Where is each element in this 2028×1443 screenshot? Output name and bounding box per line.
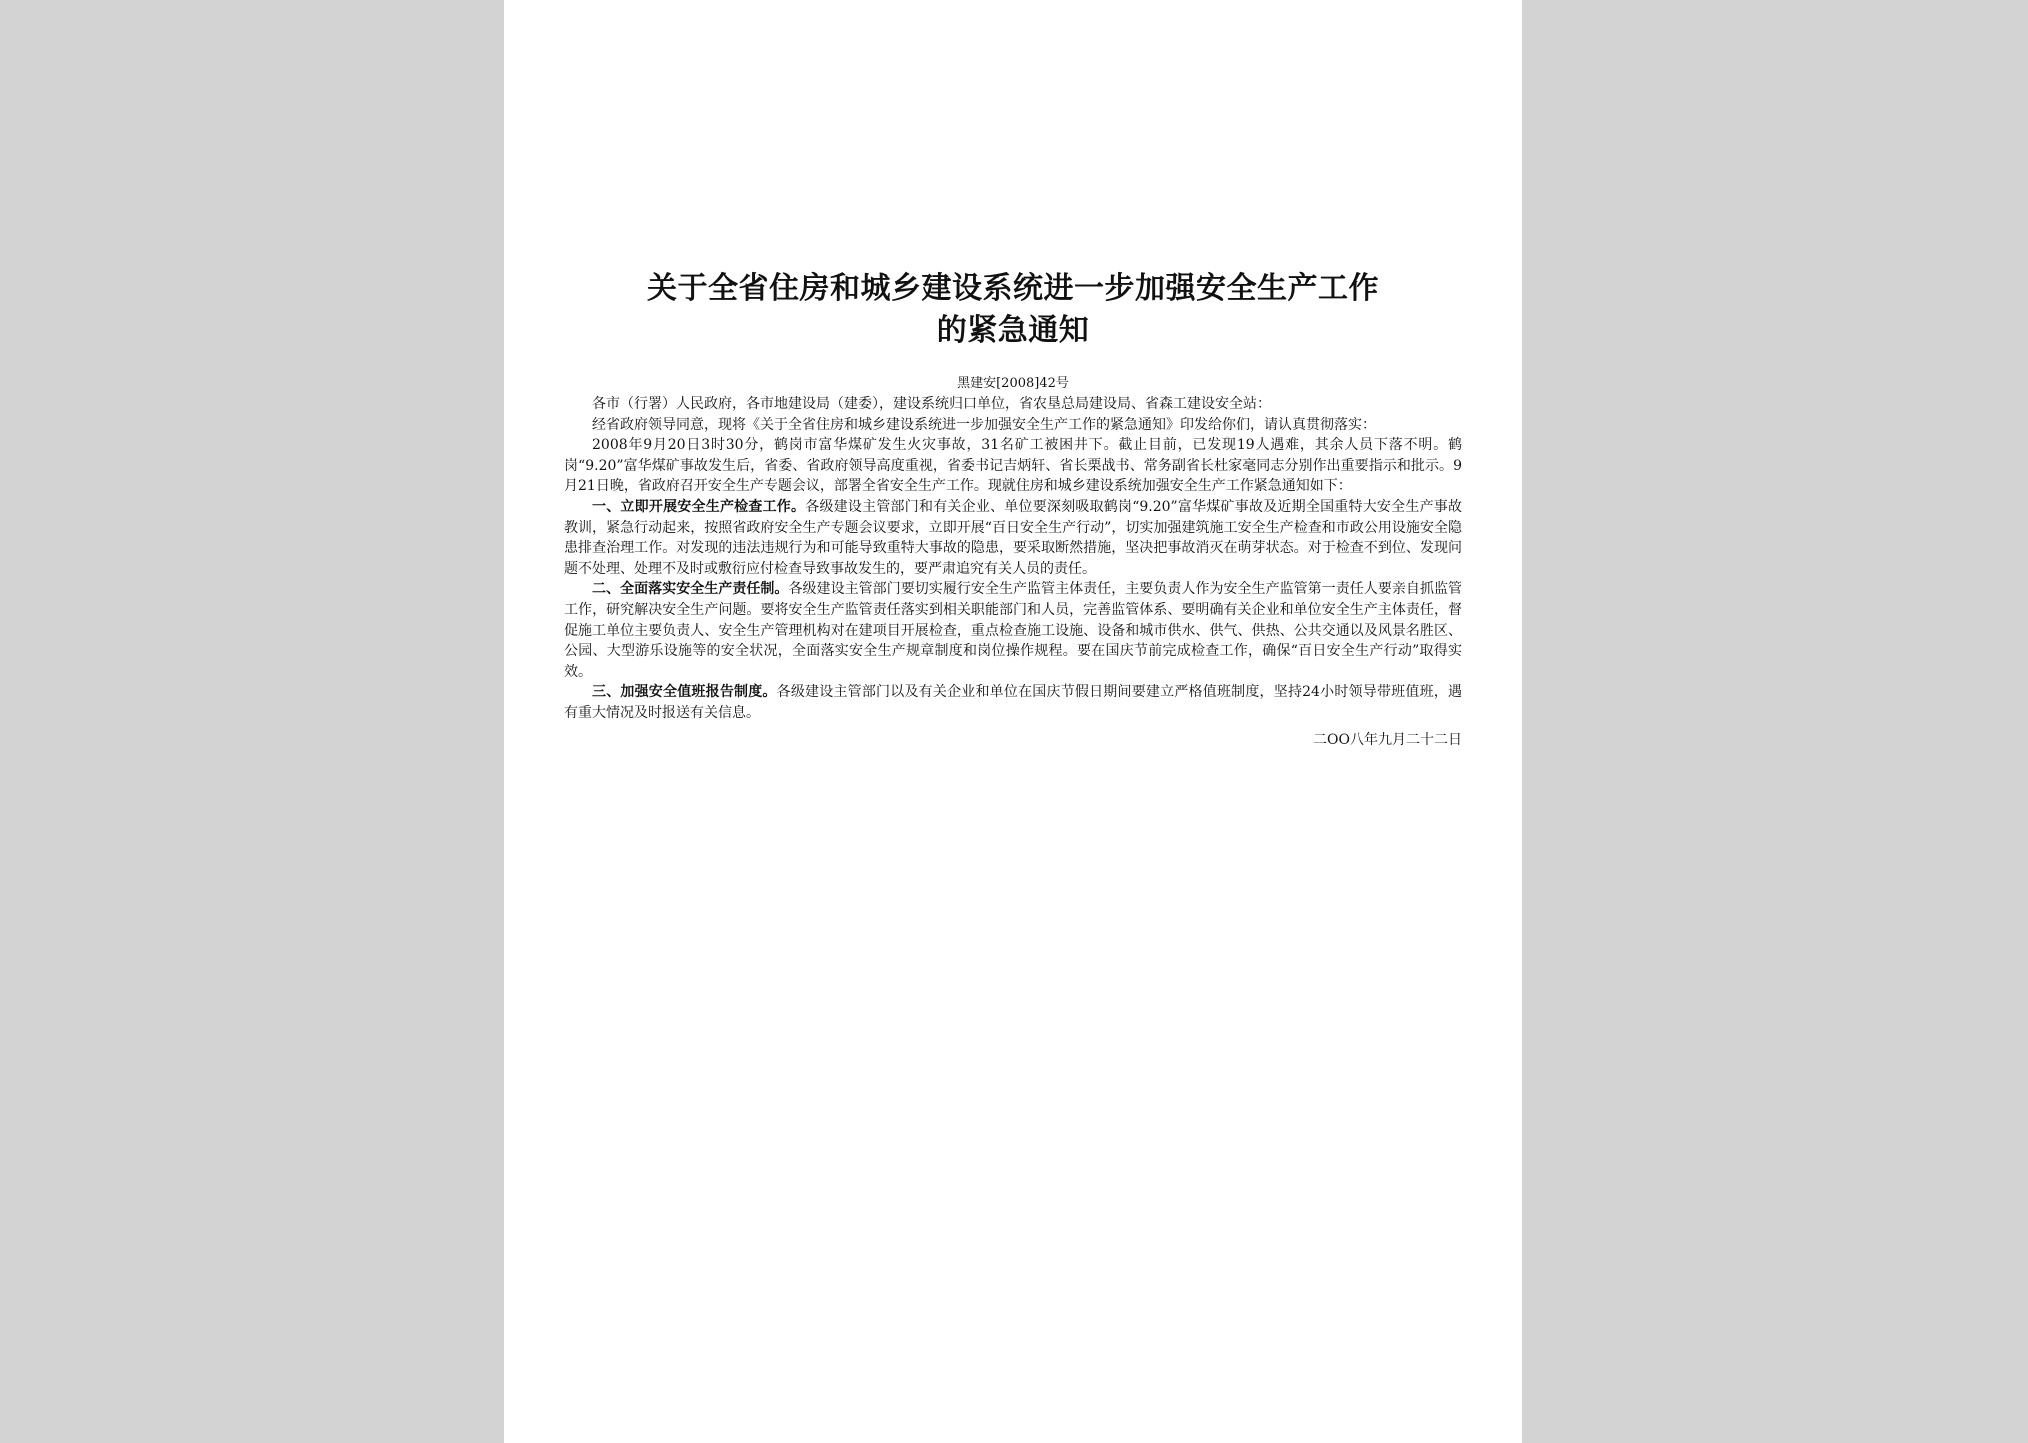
- document-content: [564, 268, 1462, 750]
- document-page: [504, 0, 1522, 1443]
- document-title: [564, 268, 1462, 352]
- section-2-paragraph: [564, 579, 1462, 682]
- section-3-heading: 三、加强安全值班报告制度。: [592, 684, 777, 701]
- intro-paragraph: 经省政府领导同意，现将《关于全省住房和城乡建设系统进一步加强安全生产工作的紧急通知》印发给你们，请认真贯彻落实：: [592, 416, 1376, 433]
- document-title-line-1: 关于全省住房和城乡建设系统进一步加强安全生产工作: [647, 271, 1379, 306]
- section-2-text: 各级建设主管部门要切实履行安全生产监管主体责任，主要负责人作为安全生产监管第一责任人要亲自抓监管工作，研究解决安全生产问题。要将安全生产监管责任落实到相关职能部门和人员，完善监管体系、要明确有关企业和单位安全生产主体责任，督促施工单位主要负责人、安全生产管理机构对在建项目开展检查，重点检查施工设施、设备和城市供水、供气、供热、公共交通以及风景名胜区、公园、大型游乐设施等的安全状况，全面落实安全生产规章制度和岗位操作规程。要在国庆节前完成检查工作，确保“百日安全生产行动”取得实效。: [564, 581, 1463, 680]
- document-title-line-2: 的紧急通知: [936, 313, 1090, 348]
- document-body: [564, 394, 1462, 724]
- section-1-text: 各级建设主管部门和有关企业、单位要深刻吸取鹤岗“9.20”富华煤矿事故及近期全国重特大安全生产事故教训，紧急行动起来，按照省政府安全生产专题会议要求，立即开展“百日安全生产行动”，切实加强建筑施工安全生产检查和市政公用设施安全隐患排查治理工作。对发现的违法违规行为和可能导致重特大事故的隐患，要采取断然措施，坚决把事故消灭在萌芽状态。对于检查不到位、发现问题不处理、处理不及时或敷衍应付检查导致事故发生的，要严肃追究有关人员的责任。: [564, 498, 1463, 577]
- section-2-heading: 二、全面落实安全生产责任制。: [592, 581, 789, 598]
- section-1-heading: 一、立即开展安全生产检查工作。: [592, 498, 806, 515]
- background-paragraph: 2008年9月20日3时30分，鹤岗市富华煤矿发生火灾事故，31名矿工被困井下。截止目前，已发现19人遇难，其余人员下落不明。鹤岗“9.20”富华煤矿事故发生后，省委、省政府领导高度重视，省委书记吉炳轩、省长栗战书、常务副省长杜家毫同志分别作出重要指示和批示。9月21日晚，省政府召开安全生产专题会议，部署全省安全生产工作。现就住房和城乡建设系统加强安全生产工作紧急通知如下：: [564, 437, 1462, 495]
- section-3-paragraph: [564, 682, 1462, 723]
- section-3-text: 各级建设主管部门以及有关企业和单位在国庆节假日期间要建立严格值班制度，坚持24小时领导带班值班，遇有重大情况及时报送有关信息。: [564, 684, 1462, 721]
- section-1-paragraph: [564, 497, 1462, 579]
- document-date: 二OO八年九月二十二日: [1313, 731, 1462, 748]
- salutation: 各市（行署）人民政府，各市地建设局（建委），建设系统归口单位，省农垦总局建设局、省森工建设安全站：: [592, 396, 1271, 412]
- document-number: 黑建安[2008]42号: [957, 376, 1069, 391]
